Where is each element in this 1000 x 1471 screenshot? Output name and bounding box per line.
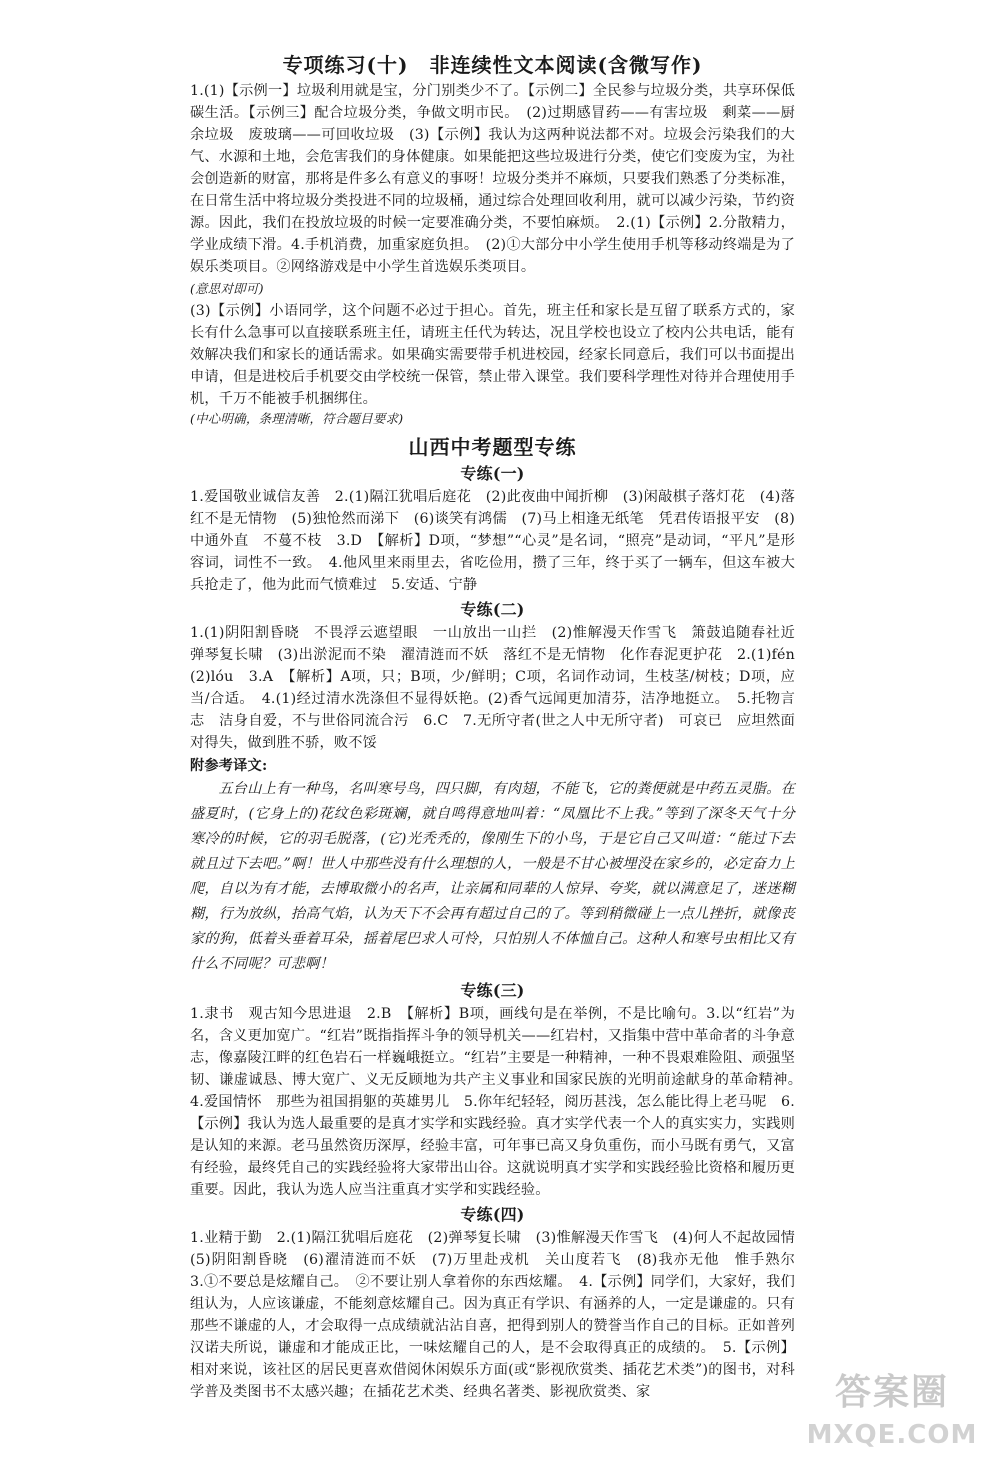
watermark <box>792 1368 992 1464</box>
drill2-title: 专练(二) <box>460 600 525 619</box>
translation-text: 五台山上有一种鸟，名叫寒号鸟，四只脚，有肉翅，不能飞，它的粪便就是中药五灵脂。在盛夏时，(它身上的)花纹色彩斑斓，就自鸣得意地叫着：“凤凰比不上我。”等到了深冬天气十分寒冷的时候，它的羽毛脱落，(它)光秃秃的，像刚生下的小鸟，于是它自己又叫道：“能过下去就且过下去吧。”啊！世人中那些没有什么理想的人，一般是不甘心被埋没在家乡的，必定奋力上爬，自以为有才能，去博取微小的名声，让亲属和同辈的人惊异、夸奖，就以满意足了，迷迷糊糊，行为放纵，抬高气焰，认为天下不会再有超过自己的了。等到稍微碰上一点儿挫折，就像丧家的狗，低着头垂着耳朵，摇着尾巴求人可怜，只怕别人不体恤自己。这种人和寒号虫相比又有什么不同呢？可悲啊！ <box>190 781 795 972</box>
drill1-text: 1.爱国敬业诚信友善 2.(1)隔江犹唱后庭花 (2)此夜曲中闻折柳 (3)闲敲棋子落灯花 (4)落红不是无情物 (5)独怆然而涕下 (6)谈笑有鸿儒 (7)马上相逢无纸笔 凭君传语报平安 (8)中通外直 不蔓不枝 3.D 【解析】D项，“梦想”“心灵”是名词，“照亮”是动词，“平凡”是形容词，词性不一致。 4.他风里来雨里去，省吃俭用，攒了三年，终于买了一辆车，但这车被大兵抢走了，他为此而气愤难过 5.安适、宁静 <box>190 489 795 593</box>
appendix-label: 附参考译文: <box>190 758 268 774</box>
part1-text-2: (3)【示例】小语同学，这个问题不必过于担心。首先，班主任和家长是互留了联系方式的，家长有什么急事可以直接联系班主任，请班主任代为转达，况且学校也设立了校内公共电话，能有效解决我们和家长的通话需求。如果确实需要带手机进校园，经家长同意后，我们可以书面提出申请，但是进校后手机要交由学校统一保管，禁止带入课堂。我们要科学理性对待并合理使用手机，千万不能被手机捆绑住。 <box>190 303 795 407</box>
drill4-text: 1.业精于勤 2.(1)隔江犹唱后庭花 (2)弹琴复长啸 (3)惟解漫天作雪飞 (4)何人不起故园情 (5)阴阳割昏晓 (6)濯清涟而不妖 (7)万里赴戎机 关山度若飞 (8)我亦无他 惟手熟尔 3.①不要总是炫耀自己。 ②不要让别人拿着你的东西炫耀。 4.【示例】同学们，大家好，我们组认为，人应该谦虚，不能刻意炫耀自己。因为真正有学识、有涵养的人，一定是谦虚的。只有那些不谦虚的人，才会取得一点成绩就沾沾自喜，把得到别人的赞誉当作自己的目标。正如普列汉诺夫所说，谦虚和才能成正比，一味炫耀自己的人，是不会取得真正的成绩的。 5.【示例】相对来说，该社区的居民更喜欢借阅休闲娱乐方面(或“影视欣赏类、插花艺术类”)的图书，对科学普及类图书不太感兴趣；在插花艺术类、经典名著类、影视欣赏类、家 <box>190 1230 810 1400</box>
drill1-title: 专练(一) <box>460 464 525 483</box>
part1-note-2: (中心明确，条理清晰，符合题目要求) <box>190 411 404 426</box>
watermark-logo: 答案圈 <box>834 1372 949 1413</box>
section-title: 山西中考题型专练 <box>408 435 577 459</box>
drill2-text: 1.(1)阴阳割昏晓 不畏浮云遮望眼 一山放出一山拦 (2)惟解漫天作雪飞 箫鼓追随春社近 弹琴复长啸 (3)出淤泥而不染 濯清涟而不妖 落红不是无情物 化作春泥更护花 2.(1)fén (2)lóu 3.A 【解析】A项，只；B项，少/鲜明；C项，名词作动词，生枝茎/树枝；D项，应当/合适。 4.(1)经过清水洗涤但不显得妖艳。(2)香气远闻更加清芬，洁净地挺立。 5.托物言志 洁身自爱，不与世俗同流合污 6.C 7.无所守者(世之人中无所守者) 可哀已 应坦然面对得失，做到胜不骄，败不馁 <box>190 625 810 751</box>
part1-text: 1.(1)【示例一】垃圾利用就是宝，分门别类少不了。【示例二】全民参与垃圾分类，共享环保低碳生活。【示例三】配合垃圾分类，争做文明市民。 (2)过期感冒药——有害垃圾 剩菜——厨余垃圾 废玻璃——可回收垃圾 (3)【示例】我认为这两种说法都不对。垃圾会污染我们的大气、水源和土地，会危害我们的身体健康。如果能把这些垃圾进行分类，使它们变废为宝，为社会创造新的财富，那将是件多么有意义的事呀！垃圾分类并不麻烦，只要我们熟悉了分类标准，在日常生活中将垃圾分类投进不同的垃圾桶，通过综合处理回收利用，就可以减少污染，节约资源。因此，我们在投放垃圾的时候一定要准确分类，不要怕麻烦。 2.(1)【示例】2.分散精力，学业成绩下滑。4.手机消费，加重家庭负担。 (2)①大部分中小学生使用手机等移动终端是为了娱乐类项目。②网络游戏是中小学生首选娱乐类项目。 <box>190 83 795 275</box>
answer-page <box>190 52 810 1403</box>
watermark-url: MXQE.COM <box>806 1420 978 1450</box>
drill4-title: 专练(四) <box>460 1205 525 1224</box>
page-title: 专项练习(十) 非连续性文本阅读(含微写作) <box>282 53 703 77</box>
drill3-title: 专练(三) <box>460 981 525 1000</box>
drill3-text: 1.隶书 观古知今思进退 2.B 【解析】B项，画线句是在举例，不是比喻句。3.以“红岩”为名，含义更加宽广。“红岩”既指指挥斗争的领导机关——红岩村，又指集中营中革命者的斗争意志，像嘉陵江畔的红色岩石一样巍峨挺立。“红岩”主要是一种精神，一种不畏艰难险阻、顽强坚韧、谦虚诚恳、博大宽广、义无反顾地为共产主义事业和国家民族的光明前途献身的革命精神。 4.爱国情怀 那些为祖国捐躯的英雄男儿 5.你年纪轻轻，阅历甚浅，怎么能比得上老马呢 6.【示例】我认为选人最重要的是真才实学和实践经验。真才实学代表一个人的真实实力，实践则是认知的来源。老马虽然资历深厚，经验丰富，可年事已高又身负重伤，而小马既有勇气，又富有经验，最终凭自己的实践经验将大家带出山谷。这就说明真才实学和实践经验比资格和履历更重要。因此，我认为选人应当注重真才实学和实践经验。 <box>190 1006 810 1198</box>
part1-note: (意思对即可) <box>190 281 264 296</box>
